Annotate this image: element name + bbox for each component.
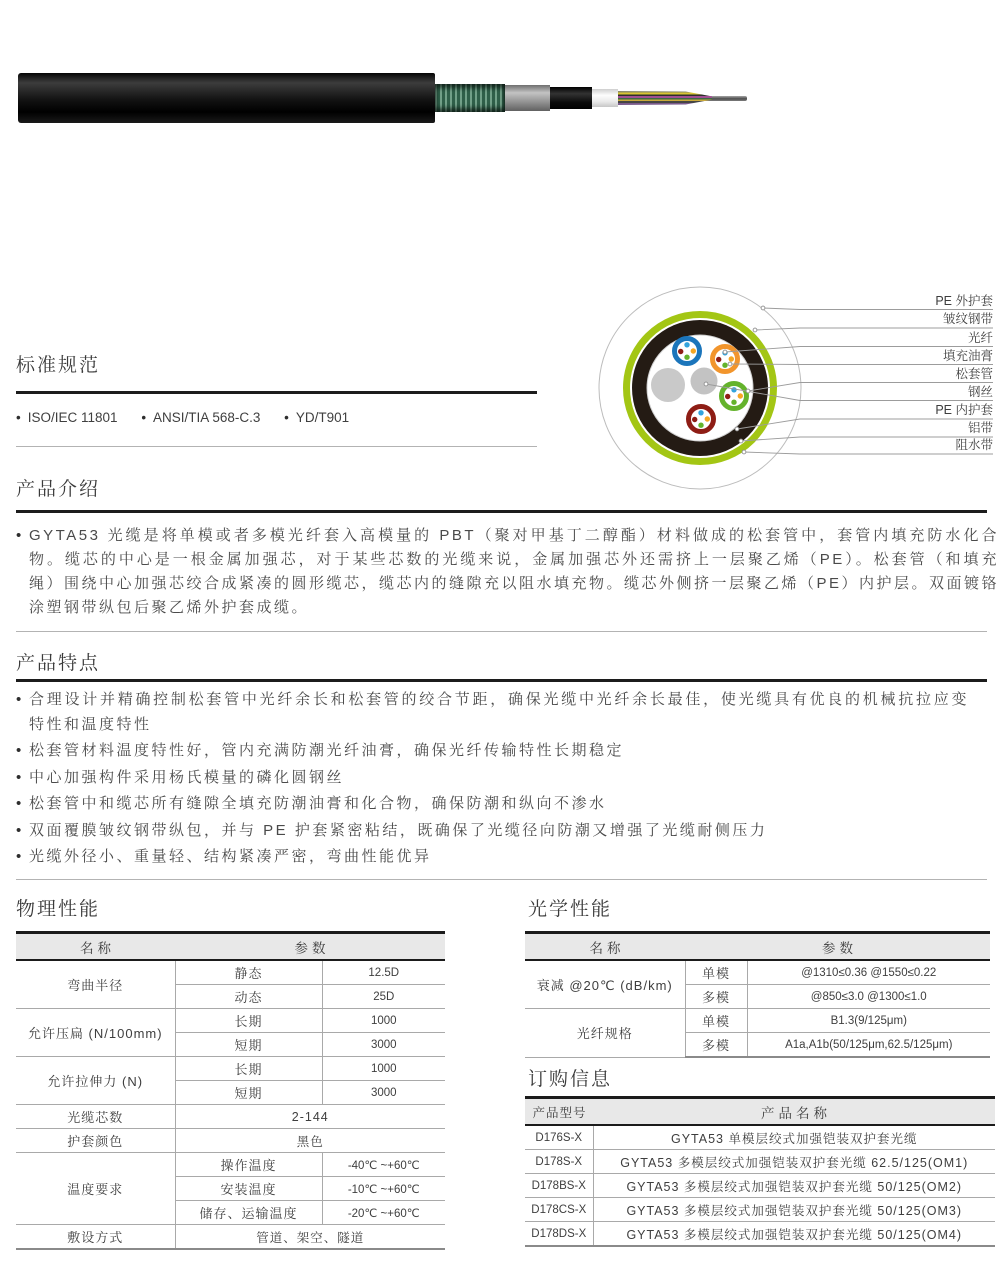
header-cell: 产品型号 [525, 1098, 593, 1126]
header-cell: 名称 [525, 933, 685, 961]
diagram-label-water-blocking-tape: 阻水带 [955, 438, 993, 452]
table-row [525, 960, 990, 985]
diagram-label-corrugated-steel-tape: 皱纹钢带 [942, 312, 993, 326]
table-row [525, 1174, 995, 1198]
table-row [525, 1198, 995, 1222]
value-cell: @850≤3.0 @1300≤1.0 [747, 985, 990, 1009]
value-cell: 2-144 [175, 1105, 445, 1129]
header-cell: 产品名称 [593, 1098, 995, 1126]
param-cell: 单模 [685, 1009, 747, 1033]
intro-bottom-rule [16, 631, 987, 632]
table-row [16, 1225, 445, 1250]
value-cell: @1310≤0.36 @1550≤0.22 [747, 960, 990, 985]
inner-sheath [505, 85, 550, 111]
model-cell: D178DS-X [525, 1222, 593, 1247]
table-row [16, 1057, 445, 1081]
row-name-cell: 光纤规格 [525, 1009, 685, 1058]
physical-section-title: 物理性能 [16, 899, 101, 920]
feature-item: • 光缆外径小、重量轻、结构紧凑严密，弯曲性能优异 [16, 845, 969, 870]
table-row [16, 1009, 445, 1033]
header-cell: 参数 [685, 933, 990, 961]
table-row [525, 1222, 995, 1247]
standards-bottom-rule [16, 446, 537, 447]
standards-rule [16, 391, 537, 394]
ordering-section-title: 订购信息 [528, 1069, 613, 1090]
intro-section-title: 产品介绍 [16, 479, 101, 500]
param-cell: 短期 [175, 1033, 322, 1057]
fiber-bundle [618, 91, 712, 105]
row-name-cell: 光缆芯数 [16, 1105, 175, 1129]
param-cell: 长期 [175, 1009, 322, 1033]
diagram-label-optical-fiber: 光纤 [967, 330, 993, 345]
optical-section-title: 光学性能 [528, 899, 613, 920]
row-name-cell: 温度要求 [16, 1153, 175, 1225]
header-cell: 名称 [16, 933, 175, 961]
value-cell: -10℃ ~+60℃ [322, 1177, 445, 1201]
table-row [16, 1153, 445, 1177]
param-cell: 安装温度 [175, 1177, 322, 1201]
features-section-title: 产品特点 [16, 653, 101, 674]
value-cell: 3000 [322, 1033, 445, 1057]
cable-cross-section-diagram [555, 278, 1000, 495]
table-header-row [525, 933, 990, 961]
diagram-label-aluminum-tape: 铝带 [967, 421, 993, 435]
value-cell: -40℃ ~+60℃ [322, 1153, 445, 1177]
param-cell: 动态 [175, 985, 322, 1009]
product-name-cell: GYTA53 多模层绞式加强铠装双护套光缆 50/125(OM4) [593, 1222, 995, 1247]
param-cell: 多模 [685, 985, 747, 1009]
standard-item: • ISO/IEC 11801 [16, 410, 118, 425]
value-cell: B1.3(9/125μm) [747, 1009, 990, 1033]
row-name-cell: 允许拉伸力 (N) [16, 1057, 175, 1105]
param-cell: 多模 [685, 1033, 747, 1058]
row-name-cell: 衰减 @20℃ (dB/km) [525, 960, 685, 1009]
param-cell: 单模 [685, 960, 747, 985]
standard-item: • YD/T901 [284, 410, 349, 425]
table-row [16, 960, 445, 985]
header-cell: 参数 [175, 933, 445, 961]
table-row [525, 1009, 990, 1033]
standard-item: • ANSI/TIA 568-C.3 [141, 410, 260, 425]
row-name-cell: 允许压扁 (N/100mm) [16, 1009, 175, 1057]
water-blocking-tape [592, 89, 618, 107]
diagram-label-filling-gel: 填充油膏 [942, 348, 993, 363]
model-cell: D178BS-X [525, 1174, 593, 1198]
diagram-label-pe-inner-sheath: PE 内护套 [935, 403, 993, 417]
value-cell: 黑色 [175, 1129, 445, 1153]
inner-jacket [550, 87, 592, 109]
features-rule [16, 679, 987, 682]
row-name-cell: 护套颜色 [16, 1129, 175, 1153]
intro-rule [16, 510, 987, 513]
cable-photo [18, 73, 747, 123]
diagram-label-steel-wire: 钢丝 [967, 384, 993, 399]
table-header-row [16, 933, 445, 961]
table-header-row [525, 1098, 995, 1126]
value-cell: 3000 [322, 1081, 445, 1105]
table-row [16, 1105, 445, 1129]
row-name-cell: 敷设方式 [16, 1225, 175, 1250]
model-cell: D176S-X [525, 1125, 593, 1150]
product-name-cell: GYTA53 多模层绞式加强铠装双护套光缆 62.5/125(OM1) [593, 1150, 995, 1174]
value-cell: 12.5D [322, 960, 445, 985]
features-bottom-rule [16, 879, 987, 880]
loose-tube-blue [675, 339, 700, 364]
central-steel-wire [691, 368, 718, 395]
product-name-cell: GYTA53 单模层绞式加强铠装双护套光缆 [593, 1125, 995, 1150]
diagram-label-pe-outer-sheath: PE 外护套 [935, 293, 993, 308]
feature-item: • 松套管中和缆芯所有缝隙全填充防潮油膏和化合物，确保防潮和纵向不渗水 [16, 792, 969, 817]
intro-paragraph: • GYTA53 光缆是将单模或者多模光纤套入高模量的 PBT（聚对甲基丁二醇酯）材料做成的松套管中，套管内填充防水化合物。缆芯的中心是一根金属加强芯，对于某些芯数的光缆来说，金属加强芯外还需挤上一层聚乙烯（PE）。松套管（和填充绳）围绕中心加强芯绞合成紧凑的圆形缆芯，缆芯内的缝隙充以阻水填充物。缆芯外侧挤一层聚乙烯（PE）内护层。双面镀铬涂塑钢带纵包后聚乙烯外护套成缆。 [16, 524, 999, 620]
ordering-info-table [525, 1096, 995, 1247]
value-cell: 管道、架空、隧道 [175, 1225, 445, 1250]
corrugated-armor [435, 84, 505, 112]
feature-item: • 双面覆膜皱纹钢带纵包，并与 PE 护套紧密粘结，既确保了光缆径向防潮又增强了光缆耐侧压力 [16, 819, 969, 844]
param-cell: 长期 [175, 1057, 322, 1081]
param-cell: 短期 [175, 1081, 322, 1105]
physical-performance-table [16, 931, 445, 1250]
value-cell: 1000 [322, 1057, 445, 1081]
param-cell: 储存、运输温度 [175, 1201, 322, 1225]
feature-item: • 中心加强构件采用杨氏模量的磷化圆钢丝 [16, 766, 969, 791]
value-cell: A1a,A1b(50/125μm,62.5/125μm) [747, 1033, 990, 1058]
standards-list [16, 410, 369, 425]
standards-section-title: 标准规范 [16, 355, 101, 376]
model-cell: D178S-X [525, 1150, 593, 1174]
filler-rope [651, 368, 685, 402]
value-cell: 1000 [322, 1009, 445, 1033]
outer-jacket [18, 73, 435, 123]
diagram-label-loose-tube: 松套管 [955, 366, 993, 381]
row-name-cell: 弯曲半径 [16, 960, 175, 1009]
table-row [16, 1129, 445, 1153]
feature-item: • 松套管材料温度特性好，管内充满防潮光纤油膏，确保光纤传输特性长期稳定 [16, 739, 969, 764]
table-row [525, 1150, 995, 1174]
param-cell: 静态 [175, 960, 322, 985]
product-name-cell: GYTA53 多模层绞式加强铠装双护套光缆 50/125(OM2) [593, 1174, 995, 1198]
features-list [16, 688, 987, 872]
loose-tube-red [689, 407, 714, 432]
optical-performance-table [525, 931, 990, 1058]
value-cell: 25D [322, 985, 445, 1009]
model-cell: D178CS-X [525, 1198, 593, 1222]
value-cell: -20℃ ~+60℃ [322, 1201, 445, 1225]
param-cell: 操作温度 [175, 1153, 322, 1177]
product-name-cell: GYTA53 多模层绞式加强铠装双护套光缆 50/125(OM3) [593, 1198, 995, 1222]
feature-item: • 合理设计并精确控制松套管中光纤余长和松套管的绞合节距，确保光缆中光纤余长最佳，使光缆具有优良的机械抗拉应变特性和温度特性 [16, 688, 969, 737]
table-row [525, 1125, 995, 1150]
